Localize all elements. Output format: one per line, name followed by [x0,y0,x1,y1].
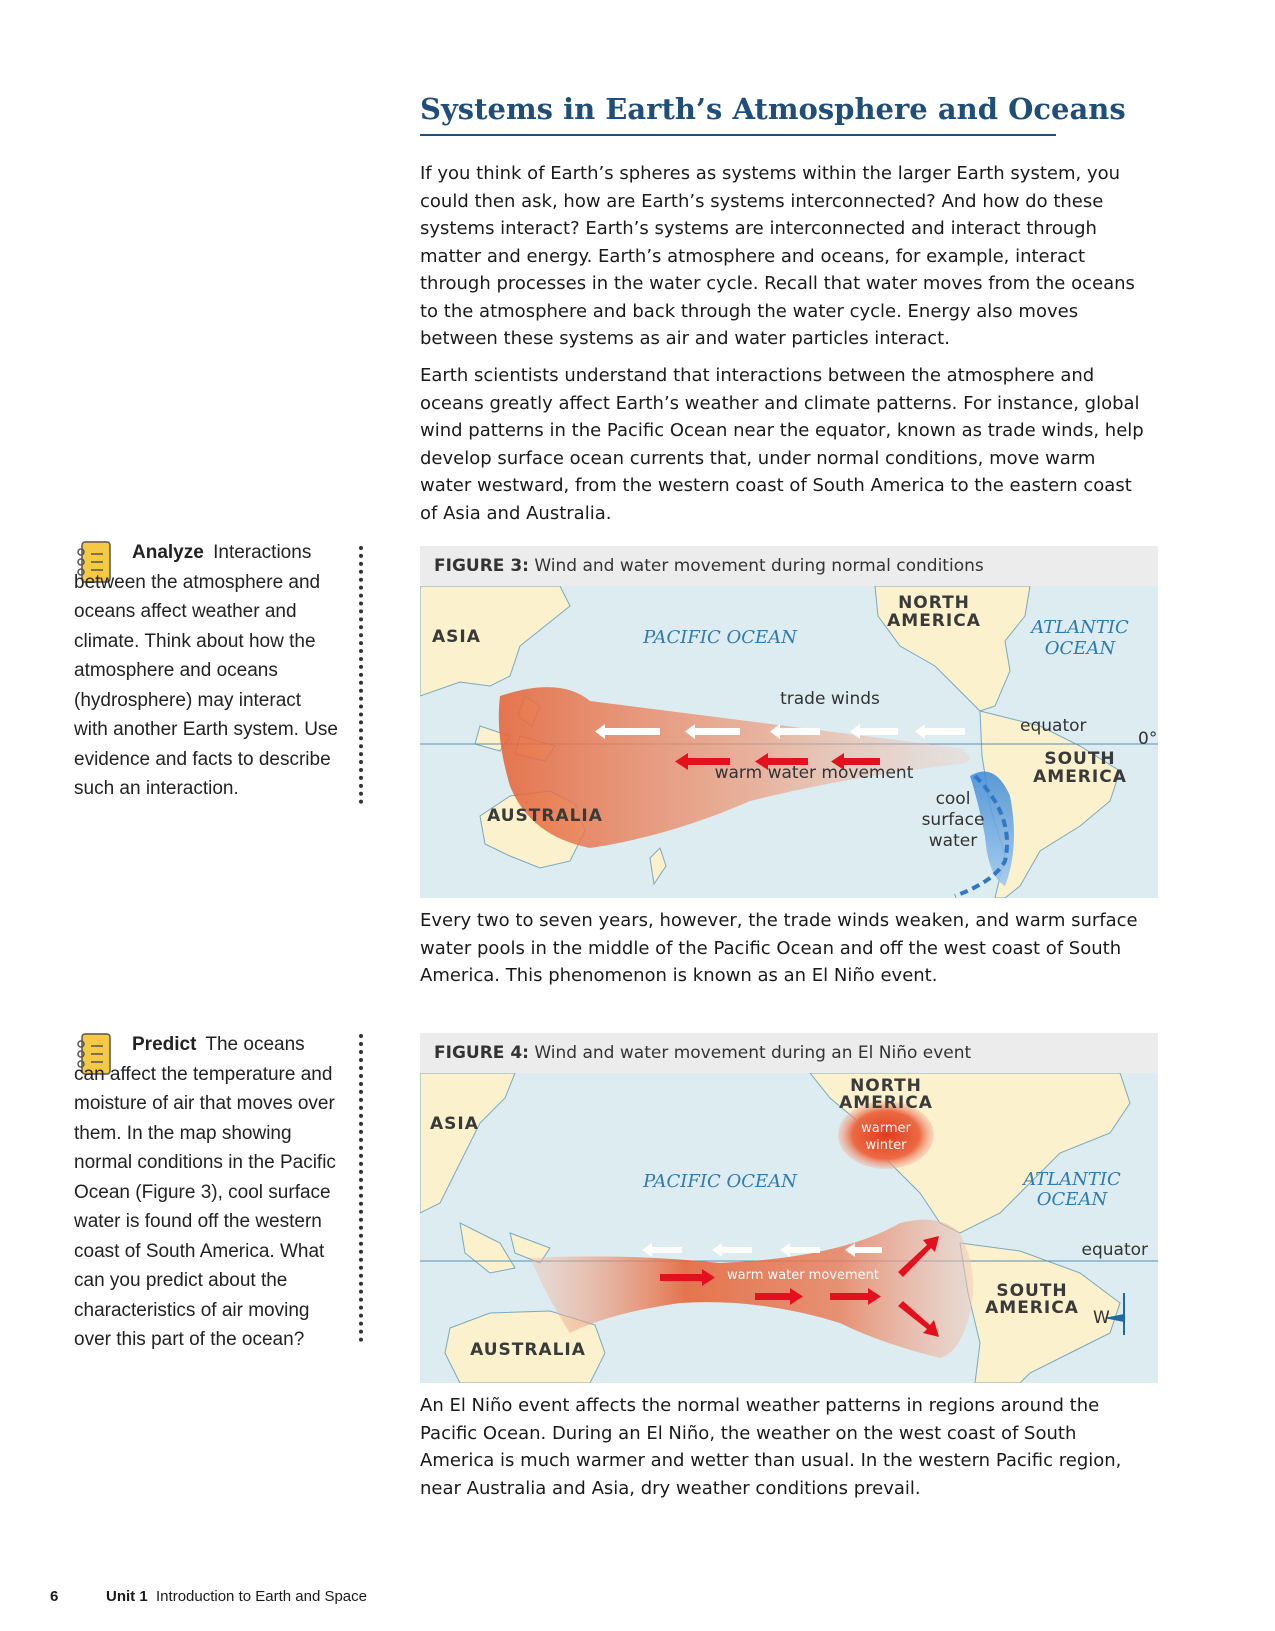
figure-3-caption: FIGURE 3: Wind and water movement during normal conditions [420,546,1158,586]
north-america-label-2: AMERICA [887,611,981,631]
north-america-label-1: NORTH [850,1076,922,1096]
predict-text: The oceans can affect the temperature and moisture of air that moves over them. In the map showing normal conditions in the Pacific Ocean (Figure 3), cool surface water is found off the western coast of South America. What can you predict about the characteristics of air moving over this part of the ocean? [74,1034,336,1350]
warm-water-label: warm water movement [727,1268,879,1283]
el-nino-paragraph: Every two to seven years, however, the trade winds weaken, and warm surface water pools in the middle of the Pacific Ocean and off the west coast of South America. This phenomenon is known as an El Niño event. [420,910,1138,986]
cool-water-label-1: cool [935,789,971,809]
footer-unit [106,1588,367,1605]
equator-label: equator [1020,716,1087,736]
el-nino-map [420,1073,1158,1383]
atlantic-ocean-label-1: ATLANTIC [1031,617,1129,638]
figure-4-caption: FIGURE 4: Wind and water movement during an El Niño event [420,1033,1158,1073]
analyze-text: Interactions between the atmosphere and oceans affect weather and climate. Think about how the atmosphere and oceans (hydrosphere) may interact with another Earth system. Use evidence and facts to describe such an interaction. [74,542,338,799]
south-america-label-1: SOUTH [1044,749,1116,769]
pacific-ocean-label: PACIFIC OCEAN [643,1171,797,1192]
page-number: 6 [50,1588,59,1605]
atlantic-ocean-label-1: ATLANTIC [1023,1169,1121,1190]
cool-water-label-3: water [928,831,978,851]
page-title: Systems in Earth’s Atmosphere and Oceans [420,92,1056,136]
normal-conditions-map [420,586,1158,898]
warm-water-label: warm water movement [714,763,914,783]
footer-unit-title: Introduction to Earth and Space [156,1588,367,1605]
el-nino-effects-paragraph: An El Niño event affects the normal weather patterns in regions around the Pacific Ocean. During an El Niño, the weather on the west coast of South America is much warmer and wetter than usual. In the western Pacific region, near Australia and Asia, dry weather conditions prevail. [420,1395,1122,1499]
north-america-label-1: NORTH [898,593,970,613]
predict-sidebar [74,1030,338,1355]
analyze-sidebar [74,538,338,804]
equator-label: equator [1081,1240,1148,1260]
figure-4 [420,1033,1158,1383]
atlantic-ocean-label-2: OCEAN [1036,1189,1108,1210]
asia-label: ASIA [432,627,481,647]
degree-label: 0° [1138,729,1158,749]
analyze-keyword: Analyze [132,542,204,563]
trade-winds-paragraph: Earth scientists understand that interactions between the atmosphere and oceans greatly affect Earth’s weather and climate patterns. For instance, global wind patterns in the Pacific Ocean near the equator, known as trade winds, help develop surface ocean currents that, under normal conditions, move warm water westward, from the western coast of South America to the eastern coast of Asia and Australia. [420,365,1144,524]
sidebar-divider [359,1034,363,1342]
pacific-ocean-label: PACIFIC OCEAN [643,627,797,648]
warmer-winter-label-2: winter [865,1138,907,1153]
predict-keyword: Predict [132,1034,197,1055]
south-america-label-2: AMERICA [1033,767,1127,787]
australia-label: AUSTRALIA [487,806,603,826]
cool-water-label-2: surface [921,810,985,830]
intro-paragraph: If you think of Earth’s spheres as systems within the larger Earth system, you could then ask, how are Earth’s systems interconnected? And how do these systems interact? Earth’s systems are interconnected and interact through matter and energy. Earth’s atmosphere and oceans, for example, interact through processes in the water cycle. Recall that water moves from the oceans to the atmosphere and back through the water cycle. Energy also moves between these systems as air and water particles interact. [420,163,1135,349]
warmer-winter-label-1: warmer [861,1121,911,1136]
compass-w-label: W [1093,1308,1110,1328]
north-america-label-2: AMERICA [839,1093,933,1113]
footer-unit-label: Unit 1 [106,1588,148,1605]
trade-winds-label: trade winds [780,689,880,709]
australia-label: AUSTRALIA [470,1340,586,1360]
south-america-label-1: SOUTH [996,1281,1068,1301]
atlantic-ocean-label-2: OCEAN [1044,638,1116,659]
figure-3 [420,546,1158,898]
asia-label: ASIA [430,1114,479,1134]
sidebar-divider [359,546,363,804]
south-america-label-2: AMERICA [985,1298,1079,1318]
